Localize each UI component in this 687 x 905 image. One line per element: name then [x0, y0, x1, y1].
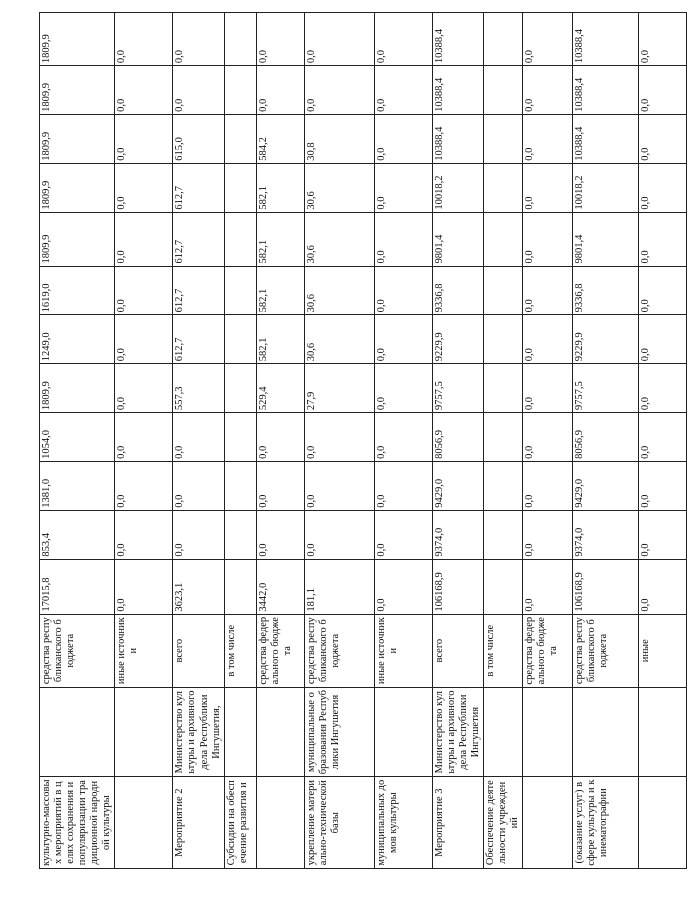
amount-cell: 0,0 — [115, 364, 173, 413]
amount-cell — [224, 315, 256, 364]
amount-cell: 0,0 — [115, 510, 173, 559]
funding-source-cell: в том числе — [224, 614, 256, 687]
amount-cell — [224, 413, 256, 462]
amount-cell: 1054,0 — [40, 413, 115, 462]
amount-cell — [224, 114, 256, 163]
amount-cell: 9801,4 — [432, 212, 483, 266]
amount-cell: 0,0 — [374, 163, 432, 212]
amount-cell — [483, 163, 522, 212]
amount-cell: 0,0 — [374, 510, 432, 559]
table-body — [40, 13, 687, 869]
amount-cell: 1809,9 — [40, 364, 115, 413]
amount-cell: 582,1 — [256, 163, 304, 212]
amount-cell: 612,7 — [173, 163, 224, 212]
amount-cell: 10388,4 — [573, 66, 639, 115]
amount-cell: 0,0 — [115, 559, 173, 614]
executor-cell — [374, 687, 432, 777]
amount-cell: 529,4 — [256, 364, 304, 413]
executor-cell: Министерство культуры и архивного дела Республики Ингушетия, — [173, 687, 224, 777]
budget-table — [39, 12, 687, 869]
amount-cell: 0,0 — [523, 510, 573, 559]
amount-cell — [224, 461, 256, 510]
table-row — [304, 13, 374, 869]
executor-cell — [256, 687, 304, 777]
funding-source-cell: всего — [432, 614, 483, 687]
amount-cell: 0,0 — [639, 13, 687, 66]
table-row — [639, 13, 687, 869]
amount-cell: 0,0 — [639, 461, 687, 510]
amount-cell — [224, 66, 256, 115]
event-name-cell — [523, 777, 573, 869]
amount-cell: 1809,9 — [40, 114, 115, 163]
event-name-cell — [256, 777, 304, 869]
amount-cell: 10388,4 — [573, 13, 639, 66]
table-row — [523, 13, 573, 869]
amount-cell: 9229,9 — [573, 315, 639, 364]
amount-cell: 106168,9 — [573, 559, 639, 614]
executor-cell — [40, 687, 115, 777]
amount-cell: 10388,4 — [432, 114, 483, 163]
amount-cell: 1809,9 — [40, 212, 115, 266]
event-name-cell: укрепление материально-технической базы — [304, 777, 374, 869]
amount-cell: 612,7 — [173, 212, 224, 266]
amount-cell — [483, 114, 522, 163]
event-name-cell: культурно-массовых мероприятий в целях сохранения и популяризации традиционной народной культуры — [40, 777, 115, 869]
executor-cell — [483, 687, 522, 777]
amount-cell: 582,1 — [256, 212, 304, 266]
amount-cell: 181,1 — [304, 559, 374, 614]
amount-cell — [483, 266, 522, 315]
event-name-cell: Мероприятие 2 — [173, 777, 224, 869]
amount-cell: 612,7 — [173, 266, 224, 315]
amount-cell: 10018,2 — [573, 163, 639, 212]
amount-cell: 0,0 — [115, 461, 173, 510]
amount-cell: 0,0 — [374, 13, 432, 66]
executor-cell — [115, 687, 173, 777]
amount-cell: 0,0 — [304, 510, 374, 559]
table-row — [224, 13, 256, 869]
amount-cell: 0,0 — [304, 413, 374, 462]
amount-cell: 1249,0 — [40, 315, 115, 364]
amount-cell: 0,0 — [523, 163, 573, 212]
amount-cell: 612,7 — [173, 315, 224, 364]
event-name-cell — [639, 777, 687, 869]
rotated-table-wrapper — [39, 12, 652, 869]
amount-cell — [483, 66, 522, 115]
amount-cell: 0,0 — [173, 413, 224, 462]
amount-cell: 853,4 — [40, 510, 115, 559]
amount-cell: 1809,9 — [40, 163, 115, 212]
amount-cell: 0,0 — [639, 559, 687, 614]
amount-cell: 0,0 — [523, 364, 573, 413]
funding-source-cell: всего — [173, 614, 224, 687]
amount-cell — [483, 461, 522, 510]
amount-cell — [483, 413, 522, 462]
funding-source-cell: иные — [639, 614, 687, 687]
amount-cell: 0,0 — [304, 66, 374, 115]
amount-cell: 0,0 — [639, 266, 687, 315]
amount-cell: 0,0 — [523, 114, 573, 163]
amount-cell — [224, 212, 256, 266]
funding-source-cell: средства республиканского бюджета — [573, 614, 639, 687]
amount-cell: 0,0 — [639, 364, 687, 413]
amount-cell: 0,0 — [374, 315, 432, 364]
table-row — [374, 13, 432, 869]
amount-cell: 0,0 — [256, 13, 304, 66]
amount-cell — [483, 364, 522, 413]
amount-cell — [483, 13, 522, 66]
amount-cell: 9229,9 — [432, 315, 483, 364]
amount-cell: 0,0 — [639, 66, 687, 115]
amount-cell: 0,0 — [523, 13, 573, 66]
table-row — [573, 13, 639, 869]
executor-cell: Министерство культуры и архивного дела Республики Ингушетия — [432, 687, 483, 777]
amount-cell: 0,0 — [374, 266, 432, 315]
amount-cell: 8056,9 — [573, 413, 639, 462]
amount-cell: 0,0 — [256, 413, 304, 462]
amount-cell: 582,1 — [256, 315, 304, 364]
amount-cell: 30,6 — [304, 266, 374, 315]
amount-cell — [224, 13, 256, 66]
amount-cell: 0,0 — [374, 66, 432, 115]
amount-cell: 10388,4 — [432, 66, 483, 115]
amount-cell: 0,0 — [523, 266, 573, 315]
amount-cell — [483, 212, 522, 266]
amount-cell — [224, 266, 256, 315]
amount-cell: 9757,5 — [432, 364, 483, 413]
funding-source-cell: средства республиканского бюджета — [40, 614, 115, 687]
amount-cell: 0,0 — [256, 66, 304, 115]
amount-cell: 106168,9 — [432, 559, 483, 614]
amount-cell: 9429,0 — [573, 461, 639, 510]
executor-cell — [523, 687, 573, 777]
amount-cell: 0,0 — [639, 212, 687, 266]
amount-cell: 30,6 — [304, 212, 374, 266]
event-name-cell — [115, 777, 173, 869]
amount-cell: 10388,4 — [432, 13, 483, 66]
event-name-cell: Субсидии на обеспечение развития и — [224, 777, 256, 869]
amount-cell: 9429,0 — [432, 461, 483, 510]
amount-cell: 0,0 — [173, 66, 224, 115]
funding-source-cell: иные источники — [374, 614, 432, 687]
amount-cell: 0,0 — [173, 13, 224, 66]
amount-cell: 27,9 — [304, 364, 374, 413]
amount-cell: 0,0 — [173, 461, 224, 510]
amount-cell: 0,0 — [115, 413, 173, 462]
executor-cell — [639, 687, 687, 777]
amount-cell: 0,0 — [639, 510, 687, 559]
funding-source-cell: средства федерального бюджета — [256, 614, 304, 687]
amount-cell: 17015,8 — [40, 559, 115, 614]
amount-cell — [483, 315, 522, 364]
amount-cell: 0,0 — [639, 114, 687, 163]
amount-cell: 1619,0 — [40, 266, 115, 315]
amount-cell: 30,8 — [304, 114, 374, 163]
amount-cell: 0,0 — [523, 66, 573, 115]
event-name-cell: муниципальных домов культуры — [374, 777, 432, 869]
amount-cell: 0,0 — [115, 212, 173, 266]
amount-cell: 9336,8 — [573, 266, 639, 315]
table-row — [483, 13, 522, 869]
amount-cell — [224, 163, 256, 212]
amount-cell — [483, 559, 522, 614]
amount-cell: 0,0 — [374, 413, 432, 462]
amount-cell: 0,0 — [256, 461, 304, 510]
amount-cell: 9374,0 — [573, 510, 639, 559]
table-row — [40, 13, 115, 869]
amount-cell: 1381,0 — [40, 461, 115, 510]
amount-cell: 1809,9 — [40, 66, 115, 115]
amount-cell: 0,0 — [523, 413, 573, 462]
executor-cell — [573, 687, 639, 777]
amount-cell: 584,2 — [256, 114, 304, 163]
table-row — [432, 13, 483, 869]
amount-cell — [224, 364, 256, 413]
table-row — [256, 13, 304, 869]
funding-source-cell: средства республиканского бюджета — [304, 614, 374, 687]
executor-cell: муниципальные образования Республики Ингушетия — [304, 687, 374, 777]
amount-cell: 0,0 — [374, 461, 432, 510]
amount-cell: 10388,4 — [573, 114, 639, 163]
amount-cell: 0,0 — [256, 510, 304, 559]
amount-cell — [483, 510, 522, 559]
amount-cell — [224, 559, 256, 614]
table-row — [173, 13, 224, 869]
amount-cell: 0,0 — [374, 212, 432, 266]
amount-cell: 8056,9 — [432, 413, 483, 462]
amount-cell: 0,0 — [374, 114, 432, 163]
amount-cell: 0,0 — [115, 163, 173, 212]
amount-cell: 3442,0 — [256, 559, 304, 614]
amount-cell — [224, 510, 256, 559]
event-name-cell: (оказание услуг) в сфере культуры и кинематографии — [573, 777, 639, 869]
amount-cell: 0,0 — [304, 461, 374, 510]
amount-cell: 557,3 — [173, 364, 224, 413]
amount-cell: 0,0 — [115, 266, 173, 315]
funding-source-cell: иные источники — [115, 614, 173, 687]
funding-source-cell: в том числе — [483, 614, 522, 687]
amount-cell: 9801,4 — [573, 212, 639, 266]
amount-cell: 3623,1 — [173, 559, 224, 614]
amount-cell: 0,0 — [523, 315, 573, 364]
amount-cell: 0,0 — [115, 315, 173, 364]
amount-cell: 9374,0 — [432, 510, 483, 559]
amount-cell: 582,1 — [256, 266, 304, 315]
event-name-cell: Обеспечение деятельности учреждений — [483, 777, 522, 869]
amount-cell: 0,0 — [639, 413, 687, 462]
amount-cell: 30,6 — [304, 163, 374, 212]
amount-cell: 0,0 — [115, 114, 173, 163]
amount-cell: 10018,2 — [432, 163, 483, 212]
amount-cell: 615,0 — [173, 114, 224, 163]
amount-cell: 0,0 — [523, 461, 573, 510]
amount-cell: 0,0 — [304, 13, 374, 66]
amount-cell: 0,0 — [639, 163, 687, 212]
amount-cell: 0,0 — [374, 364, 432, 413]
amount-cell: 0,0 — [115, 66, 173, 115]
table-row — [115, 13, 173, 869]
amount-cell: 0,0 — [523, 559, 573, 614]
amount-cell: 0,0 — [115, 13, 173, 66]
amount-cell: 9757,5 — [573, 364, 639, 413]
amount-cell: 1809,9 — [40, 13, 115, 66]
executor-cell — [224, 687, 256, 777]
amount-cell: 0,0 — [374, 559, 432, 614]
amount-cell: 0,0 — [639, 315, 687, 364]
event-name-cell: Мероприятие 3 — [432, 777, 483, 869]
amount-cell: 0,0 — [523, 212, 573, 266]
amount-cell: 9336,8 — [432, 266, 483, 315]
amount-cell: 30,6 — [304, 315, 374, 364]
funding-source-cell: средства федерального бюджета — [523, 614, 573, 687]
amount-cell: 0,0 — [173, 510, 224, 559]
